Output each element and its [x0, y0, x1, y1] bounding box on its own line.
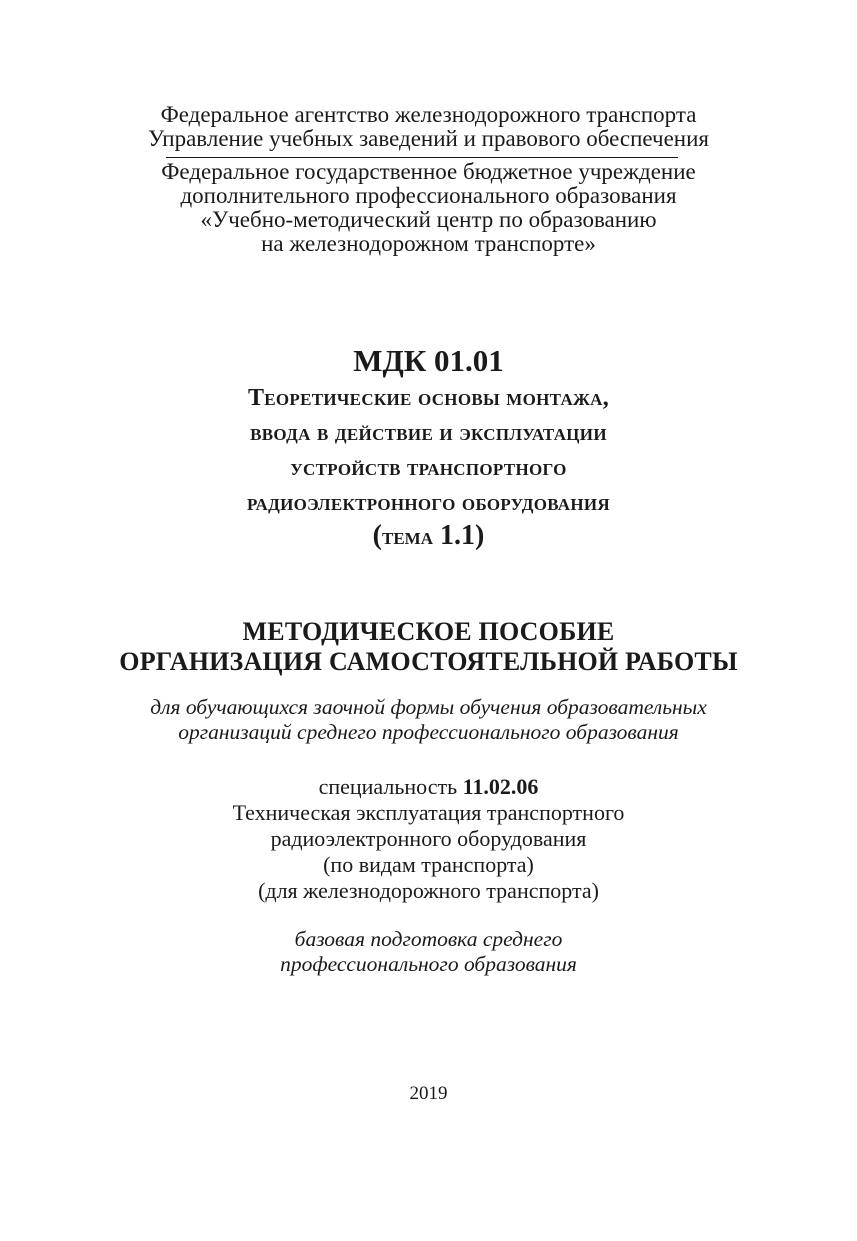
training-line: профессионального образования: [280, 952, 577, 976]
institution-line: на железнодорожном транспорте»: [261, 231, 596, 256]
institution-line: дополнительного профессионального образования: [180, 183, 677, 208]
institution-line: Федеральное государственное бюджетное учреждение: [161, 159, 696, 184]
specialty-line: Техническая эксплуатация транспортного: [232, 800, 625, 825]
institution-line: «Учебно-методический центр по образованию: [200, 207, 657, 232]
course-code: МДК 01.01: [353, 343, 504, 378]
audience-block: [0, 695, 857, 745]
audience-line: для обучающихся заочной формы обучения образовательных: [150, 695, 707, 719]
course-title-line: радиоэлектронного оборудования: [246, 490, 611, 516]
header-divider: [166, 157, 678, 158]
topic-word: тема: [382, 524, 433, 550]
doc-type-line: МЕТОДИЧЕСКОЕ ПОСОБИЕ: [242, 617, 615, 646]
specialty-code: 11.02.06: [462, 774, 539, 799]
specialty-block: [0, 774, 857, 904]
specialty-line: (по видам транспорта): [323, 852, 534, 877]
header-institution-block: [0, 160, 857, 256]
topic-number: 1.1): [433, 520, 485, 551]
doc-type-line: ОРГАНИЗАЦИЯ САМОСТОЯТЕЛЬНОЙ РАБОТЫ: [119, 647, 738, 676]
publication-year: 2019: [409, 1083, 448, 1104]
training-line: базовая подготовка среднего: [294, 927, 563, 951]
course-title-line: Теоретические основы монтажа,: [247, 385, 610, 411]
specialty-heading: [0, 774, 857, 800]
header-department: Управление учебных заведений и правового обеспечения: [148, 126, 709, 151]
header-agency: Федеральное агентство железнодорожного транспорта: [160, 102, 697, 127]
training-block: [0, 927, 857, 977]
course-title-line: ввода в действие и эксплуатации: [250, 420, 607, 446]
course-title-line: устройств транспортного: [290, 455, 567, 481]
specialty-label: специальность: [318, 774, 463, 799]
specialty-line: радиоэлектронного оборудования: [270, 826, 587, 851]
doc-type-block: [0, 617, 857, 677]
course-topic: [0, 518, 857, 555]
topic-open: (: [372, 520, 382, 551]
audience-line: организаций среднего профессионального образования: [178, 720, 679, 744]
course-title-block: [0, 381, 857, 521]
specialty-line: (для железнодорожного транспорта): [258, 878, 599, 903]
header-agency-block: [0, 103, 857, 151]
